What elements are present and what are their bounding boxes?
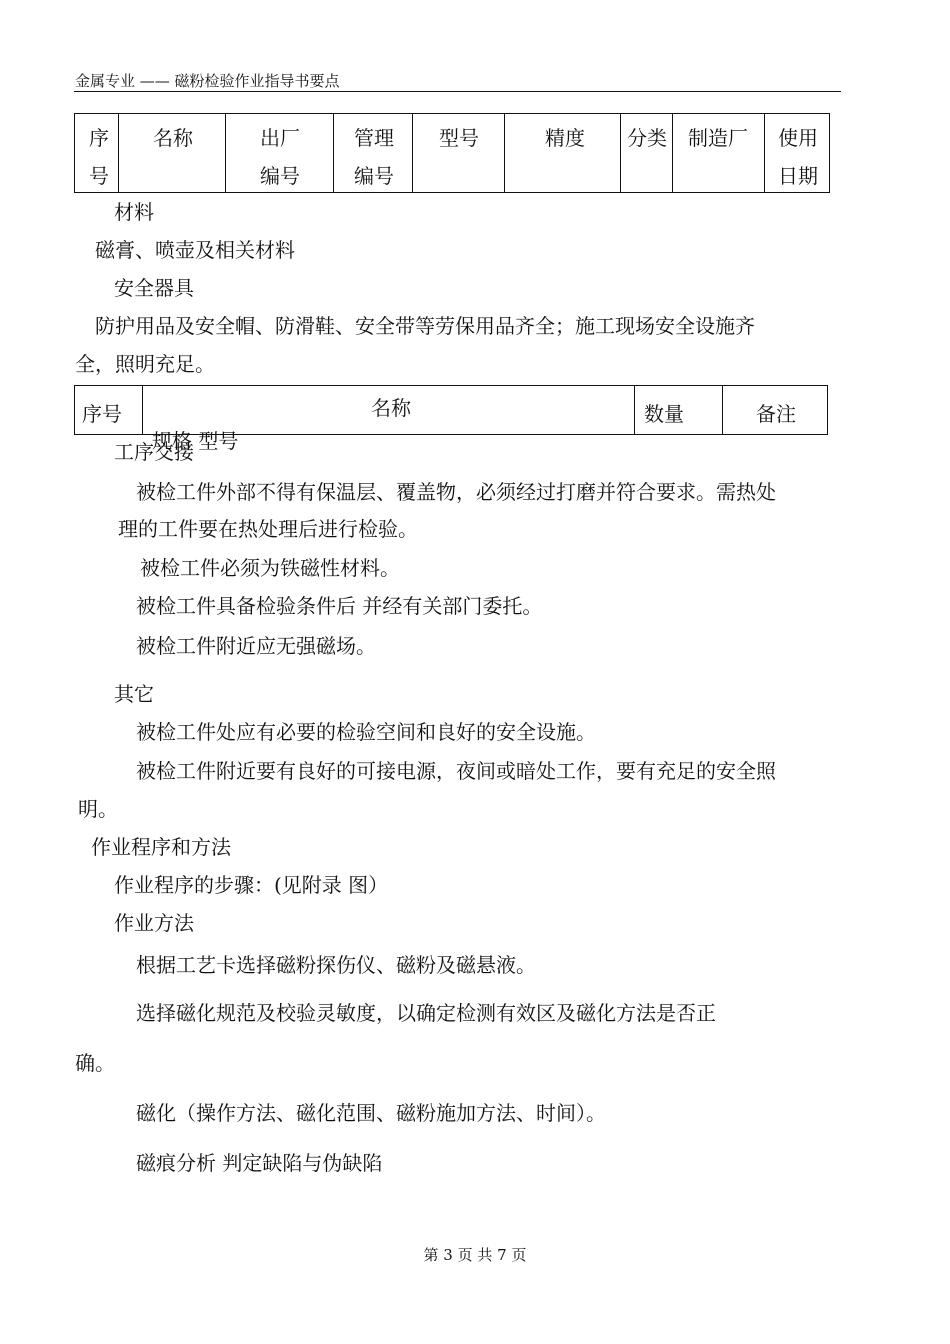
method-item4: 磁痕分析 判定缺陷与伪缺陷 xyxy=(136,1151,383,1175)
running-header: 金属专业 —— 磁粉检验作业指导书要点 xyxy=(75,72,340,90)
header-rule xyxy=(74,91,841,92)
col-category: 分类 xyxy=(621,114,673,193)
handover-item4: 被检工件附近应无强磁场。 xyxy=(136,634,376,658)
materials-text: 磁膏、喷壶及相关材料 xyxy=(95,238,295,262)
handover-item1-line1: 被检工件外部不得有保温层、覆盖物，必须经过打磨并符合要求。需热处 xyxy=(136,480,776,504)
col-name: 名称 xyxy=(143,386,635,435)
spec-model-label: 规格 型号 xyxy=(152,429,239,453)
other-item2-line1: 被检工件附近要有良好的可接电源，夜间或暗处工作，要有充足的安全照 xyxy=(136,759,776,783)
method-heading: 作业方法 xyxy=(114,911,194,935)
col-precision: 精度 xyxy=(505,114,621,193)
other-heading: 其它 xyxy=(114,682,154,706)
method-item1: 根据工艺卡选择磁粉探伤仪、磁粉及磁悬液。 xyxy=(136,953,536,977)
materials-heading: 材料 xyxy=(114,200,154,224)
page-number: 第 3 页 共 7 页 xyxy=(423,1246,527,1264)
col-manufacturer: 制造厂 xyxy=(673,114,765,193)
col-factory-no: 出厂 编号 xyxy=(226,114,334,193)
col-model: 型号 xyxy=(413,114,505,193)
handover-item1-line2: 理的工件要在热处理后进行检验。 xyxy=(118,517,418,541)
table-header-row xyxy=(75,114,830,193)
col-manage-no: 管理 编号 xyxy=(334,114,413,193)
col-serial: 序 号 xyxy=(75,114,119,193)
col-remarks: 备注 xyxy=(723,386,828,435)
safety-text-line2: 全，照明充足。 xyxy=(75,352,215,376)
procedure-steps: 作业程序的步骤：(见附录 图） xyxy=(114,873,389,897)
method-item3: 磁化（操作方法、磁化范围、磁粉施加方法、时间）。 xyxy=(136,1101,606,1125)
handover-item2: 被检工件必须为铁磁性材料。 xyxy=(140,556,400,580)
method-item2-line2: 确。 xyxy=(75,1051,115,1075)
handover-heading: 工序交接 xyxy=(114,440,194,464)
handover-item3: 被检工件具备检验条件后 并经有关部门委托。 xyxy=(136,594,543,618)
other-item1: 被检工件处应有必要的检验空间和良好的安全设施。 xyxy=(136,720,596,744)
other-item2-line2: 明。 xyxy=(78,797,118,821)
equipment-table xyxy=(74,113,830,193)
col-serial: 序号 xyxy=(75,386,143,435)
method-item2-line1: 选择磁化规范及校验灵敏度，以确定检测有效区及磁化方法是否正 xyxy=(136,1001,716,1025)
safety-heading: 安全器具 xyxy=(114,276,194,300)
col-quantity: 数量 xyxy=(635,386,723,435)
col-use-date: 使用 日期 xyxy=(765,114,830,193)
procedure-heading: 作业程序和方法 xyxy=(91,835,231,859)
safety-text-line1: 防护用品及安全帽、防滑鞋、安全带等劳保用品齐全；施工现场安全设施齐 xyxy=(95,314,755,338)
col-name: 名称 xyxy=(119,114,226,193)
